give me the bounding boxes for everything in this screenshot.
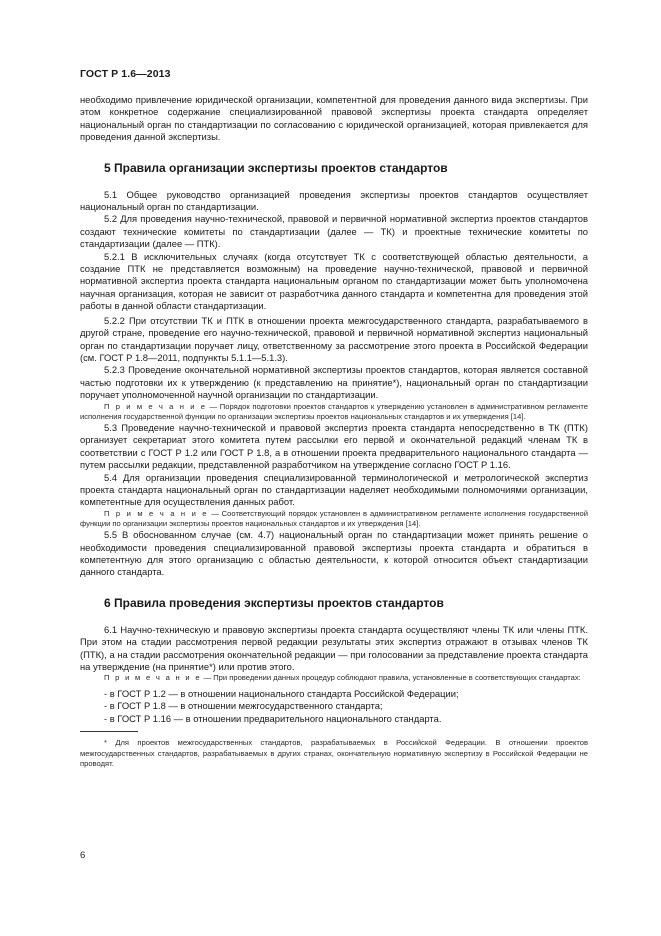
footnote: * Для проектов межгосударственных стандартов, разрабатываемых в Российской Федерации. В отношении проектов межгосударственных стандартов, разрабатываемых в других странах, окончательную нормативную экспертизу в Российской Федерации не проводят. [80,738,588,769]
paragraph-6-1: 6.1 Научно-техническую и правовую экспертизы проекта стандарта осуществляют члены ТК или члены ПТК. При этом на стадии рассмотрения первой редакции результаты этих экспертиз отражают в отзывах членов ТК (ПТК), а на стадии рассмотрения окончательной редакции — при голосовании за представление проекта стандарта на утверждение (на принятие*) или против этого. [80,623,588,673]
note-3 [80,673,588,683]
note-text: — Порядок подготовки проектов стандартов к утверждению установлен в административном регламенте исполнения государственной функции по организации экспертизы проектов национальных стандартов и их утверждения [14]. [80,401,588,421]
paragraph-5-2: 5.2 Для проведения научно-технической, правовой и первичной нормативной экспертиз проектов стандартов создают технические комитеты по стандартизации (далее — ТК) и проектные технические комитеты по стандартизации (далее — ПТК). [80,213,588,250]
page-header: ГОСТ Р 1.6—2013 [80,68,171,80]
section-5-title: 5 Правила организации экспертизы проектов стандартов [104,160,448,175]
section-6-title: 6 Правила проведения экспертизы проектов стандартов [104,595,444,610]
intro-paragraph: необходимо привлечение юридической организации, компетентной для проведения данного вида экспертизы. При этом конкретное содержание специализированной правовой экспертизы проекта стандарта определяет национальный орган по стандартизации по согласованию с юридической организацией, которая привлекается для проведения данной экспертизы. [80,94,588,143]
paragraph-5-4: 5.4 Для организации проведения специализированной терминологической и метрологической экспертиз проекта стандарта национальный орган по стандартизации наделяет необходимыми полномочиями организации, компетентные для осуществления данных работ. [80,471,588,508]
paragraph-5-2-2: 5.2.2 При отсутствии ТК и ПТК в отношении проекта межгосударственного стандарта, разрабатываемого в другой стране, проведение его научно-технической, правовой и первичной нормативной экспертиз национальный орган по стандартизации поручает лицу, ответственному за рассмотрение этого проекта в Российской Федерации (см. ГОСТ Р 1.8—2011, подпункты 5.1.1—5.1.3). [80,314,588,363]
list-item: - в ГОСТ Р 1.8 — в отношении межгосударственного стандарта; [104,700,383,712]
note-label: П р и м е ч а н и е [104,401,207,411]
note-1 [80,402,588,422]
note-label: П р и м е ч а н и е [104,673,202,683]
list-item: - в ГОСТ Р 1.2 — в отношении национального стандарта Российской Федерации; [104,687,459,699]
note-2 [80,509,588,529]
note-label: П р и м е ч а н и е [104,508,209,518]
paragraph-5-2-1: 5.2.1 В исключительных случаях (когда отсутствует ТК с соответствующей областью деятельности, а создание ПТК не представляется возможным) на проведение научно-технической, правовой и первичной нормативной экспертиз проекта стандарта национальным органом по стандартизации может быть уполномочена научная организация, которая не зависит от разработчика данного стандарта и компетентна для проведения этой работы в данной области стандартизации. [80,250,588,312]
paragraph-5-3: 5.3 Проведение научно-технической и правовой экспертиз проекта стандарта непосредственно в ТК (ПТК) организует секретариат этого комитета путем рассылки его первой и окончательной редакций членам ТК в соответствии с ГОСТ Р 1.2 или ГОСТ Р 1.8, а в отношении проекта предварительного национального стандарта — путем рассылки редакции, представленной разработчиком на утверждение согласно ГОСТ Р 1.16. [80,421,588,471]
list-item: - в ГОСТ Р 1.16 — в отношении предварительного национального стандарта. [104,712,442,724]
note-text: — При проведении данных процедур соблюдают правила, установленные в соответствующих стандартах: [201,673,581,683]
page-content [80,94,588,770]
standards-list [80,688,588,726]
page-number: 6 [80,850,86,861]
footnote-divider [80,731,138,732]
paragraph-5-5: 5.5 В обоснованном случае (см. 4.7) национальный орган по стандартизации может принять решение о необходимости проведения специализированной правовой экспертизы проекта стандарта и обратиться в компетентную для этого организацию с областью деятельности, к которой относится объект стандартизации данного стандарта. [80,529,588,578]
paragraph-5-1: 5.1 Общее руководство организацией проведения экспертизы проектов стандартов осуществляет национальный орган по стандартизации. [80,188,588,213]
note-text: — Соответствующий порядок установлен в административном регламенте исполнения государственной функции по организации экспертизы проектов национальных стандартов и их утверждения [14]. [80,508,588,528]
paragraph-5-2-3: 5.2.3 Проведение окончательной нормативной экспертизы проектов стандартов, которая является составной частью подготовки их к утверждению (к представлению на принятие*), национальный орган по стандартизации поручает уполномоченной научной организации по стандартизации. [80,364,588,401]
